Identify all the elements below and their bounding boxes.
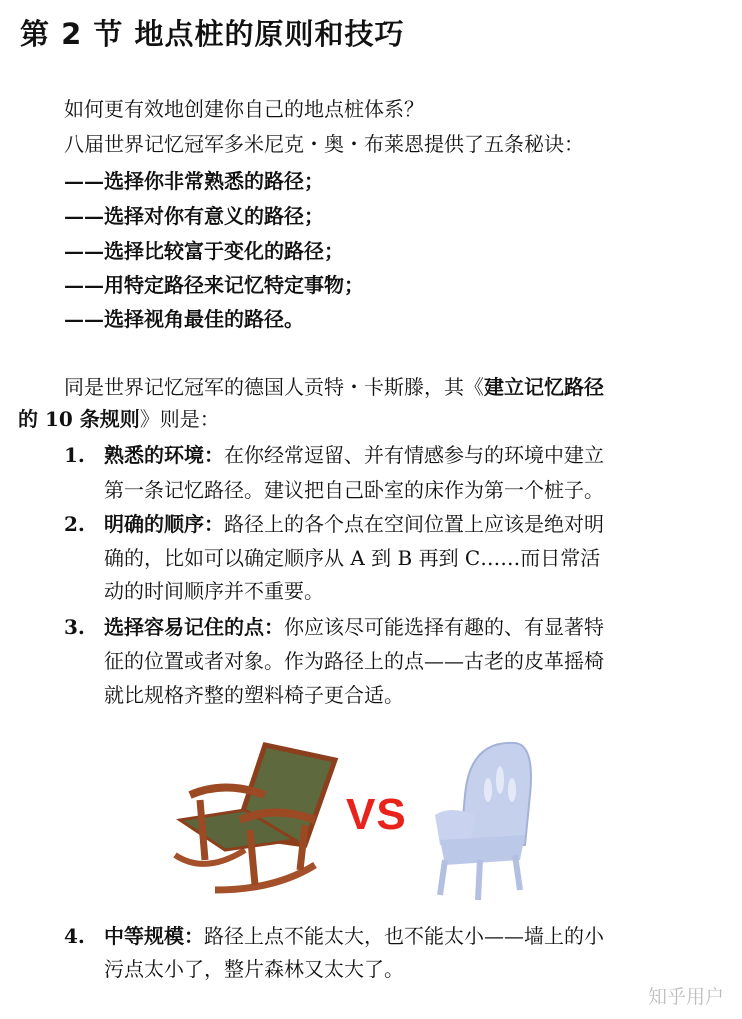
rule-text: 动的时间顺序并不重要。 [104, 579, 324, 603]
tip-5: ——选择视角最佳的路径。 [64, 307, 304, 331]
watermark: 知乎用户 [647, 986, 724, 1008]
rule-number: 4. [64, 924, 85, 948]
rule-text: 在你经常逗留、并有情感参与的环境中建立 [224, 443, 604, 467]
rule-heading: 选择容易记住的点： [104, 615, 284, 639]
para2-line1 [64, 374, 604, 400]
rule-text: 你应该尽可能选择有趣的、有显著特 [284, 615, 604, 639]
rule-text: 征的位置或者对象。作为路径上的点——古老的皮革摇椅 [104, 649, 604, 673]
rule-number: 2. [64, 512, 85, 536]
rule-text: 路径上点不能太大，也不能太小——墙上的小 [204, 924, 604, 948]
section-title: 第 2 节 地点桩的原则和技巧 [20, 17, 405, 51]
book-title-cont: 的 10 条规则 [18, 407, 140, 431]
intro-lead: 八届世界记忆冠军多米尼克・奥・布莱恩提供了五条秘诀： [64, 132, 584, 156]
rule-text: 路径上的各个点在空间位置上应该是绝对明 [224, 512, 604, 536]
tip-4: ——用特定路径来记忆特定事物； [64, 273, 364, 297]
rule-heading: 熟悉的环境： [104, 443, 224, 467]
tip-3: ——选择比较富于变化的路径； [64, 239, 344, 263]
book-title: 建立记忆路径 [484, 375, 604, 399]
plastic-chair-image [420, 735, 540, 900]
rule-text: 确的，比如可以确定顺序从 A 到 B 再到 C……而日常活 [104, 546, 601, 570]
rule-text: 污点太小了，整片森林又太大了。 [104, 957, 404, 981]
intro-question: 如何更有效地创建你自己的地点桩体系？ [64, 97, 424, 121]
rule-heading: 中等规模： [104, 924, 204, 948]
rule-text: 第一条记忆路径。建议把自己卧室的床作为第一个桩子。 [104, 478, 604, 502]
vs-label: VS [346, 790, 407, 839]
para2-tail: 》则是： [139, 407, 220, 431]
tip-2: ——选择对你有意义的路径； [64, 204, 324, 228]
rule-number: 1. [64, 443, 85, 467]
rule-text: 就比规格齐整的塑料椅子更合适。 [104, 683, 404, 707]
para2-plain: 同是世界记忆冠军的德国人贡特・卡斯滕，其《 [64, 375, 484, 399]
rocking-chair-image [165, 725, 345, 900]
rule-number: 3. [64, 615, 85, 639]
para2-line2 [18, 406, 220, 432]
tip-1: ——选择你非常熟悉的路径； [64, 169, 324, 193]
rule-heading: 明确的顺序： [104, 512, 224, 536]
